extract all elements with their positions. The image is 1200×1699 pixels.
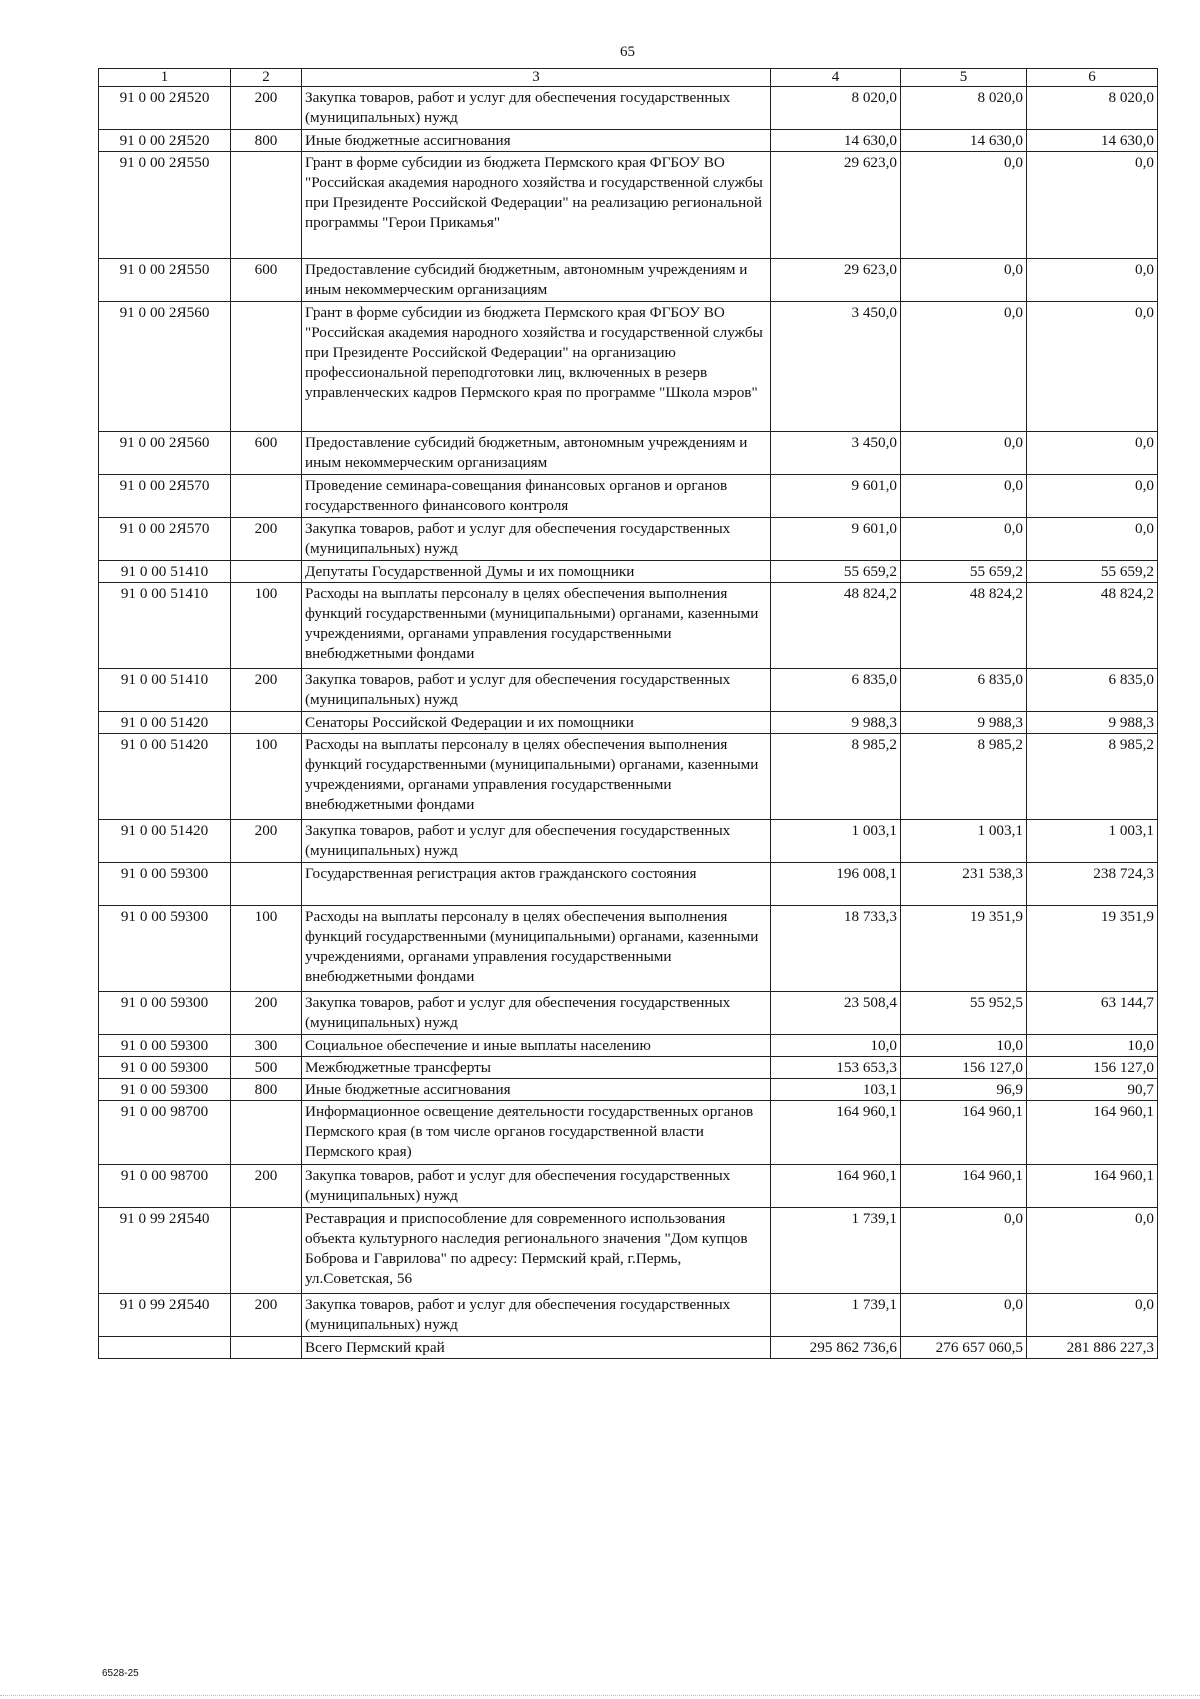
item-name: Закупка товаров, работ и услуг для обеспечения государственных (муниципальных) нужд — [302, 518, 771, 561]
expense-type: 200 — [231, 1294, 302, 1337]
expense-type: 200 — [231, 820, 302, 863]
expense-type — [231, 1337, 302, 1359]
amount-year-1: 55 659,2 — [771, 561, 901, 583]
header-col-1: 1 — [99, 69, 231, 87]
amount-year-1: 9 988,3 — [771, 712, 901, 734]
amount-year-3: 8 020,0 — [1027, 87, 1158, 130]
expense-type: 500 — [231, 1057, 302, 1079]
amount-year-2: 19 351,9 — [901, 906, 1027, 992]
item-name: Закупка товаров, работ и услуг для обеспечения государственных (муниципальных) нужд — [302, 87, 771, 130]
amount-year-2: 6 835,0 — [901, 669, 1027, 712]
target-code: 91 0 00 2Я560 — [99, 432, 231, 475]
target-code: 91 0 00 2Я550 — [99, 152, 231, 259]
table-row — [99, 1294, 1158, 1337]
table-row — [99, 863, 1158, 906]
item-name: Расходы на выплаты персоналу в целях обеспечения выполнения функций государственными (муниципальными) органами, казенными учреждениями, органами управления государственными внебюджетными фондами — [302, 906, 771, 992]
table-body — [99, 87, 1158, 1359]
amount-year-2: 8 020,0 — [901, 87, 1027, 130]
target-code: 91 0 00 2Я570 — [99, 518, 231, 561]
item-name: Расходы на выплаты персоналу в целях обеспечения выполнения функций государственными (муниципальными) органами, казенными учреждениями, органами управления государственными внебюджетными фондами — [302, 583, 771, 669]
amount-year-1: 29 623,0 — [771, 259, 901, 302]
amount-year-1: 164 960,1 — [771, 1101, 901, 1165]
item-name: Закупка товаров, работ и услуг для обеспечения государственных (муниципальных) нужд — [302, 1294, 771, 1337]
amount-year-2: 55 952,5 — [901, 992, 1027, 1035]
amount-year-1: 48 824,2 — [771, 583, 901, 669]
table-row — [99, 130, 1158, 152]
item-name: Иные бюджетные ассигнования — [302, 130, 771, 152]
table-row — [99, 1035, 1158, 1057]
page-number: 65 — [620, 44, 635, 60]
amount-year-1: 103,1 — [771, 1079, 901, 1101]
table-row — [99, 1208, 1158, 1294]
amount-year-1: 1 003,1 — [771, 820, 901, 863]
amount-year-2: 96,9 — [901, 1079, 1027, 1101]
item-name: Информационное освещение деятельности государственных органов Пермского края (в том числе органов государственной власти Пермского края) — [302, 1101, 771, 1165]
amount-year-3: 0,0 — [1027, 518, 1158, 561]
expense-type: 100 — [231, 583, 302, 669]
target-code: 91 0 00 59300 — [99, 1057, 231, 1079]
expense-type: 100 — [231, 906, 302, 992]
item-name: Реставрация и приспособление для современного использования объекта культурного наследия регионального значения "Дом купцов Боброва и Гаврилова" по адресу: Пермский край, г.Пермь, ул.Советская, 56 — [302, 1208, 771, 1294]
target-code: 91 0 00 51420 — [99, 820, 231, 863]
amount-year-3: 6 835,0 — [1027, 669, 1158, 712]
amount-year-2: 1 003,1 — [901, 820, 1027, 863]
expense-type — [231, 712, 302, 734]
item-name: Закупка товаров, работ и услуг для обеспечения государственных (муниципальных) нужд — [302, 1165, 771, 1208]
target-code: 91 0 00 98700 — [99, 1165, 231, 1208]
expense-type: 200 — [231, 518, 302, 561]
header-col-3: 3 — [302, 69, 771, 87]
total-year-3: 281 886 227,3 — [1027, 1337, 1158, 1359]
amount-year-1: 9 601,0 — [771, 475, 901, 518]
amount-year-3: 1 003,1 — [1027, 820, 1158, 863]
expense-type — [231, 475, 302, 518]
amount-year-2: 55 659,2 — [901, 561, 1027, 583]
expense-type — [231, 152, 302, 259]
expense-type: 200 — [231, 992, 302, 1035]
amount-year-3: 0,0 — [1027, 1294, 1158, 1337]
item-name: Закупка товаров, работ и услуг для обеспечения государственных (муниципальных) нужд — [302, 669, 771, 712]
amount-year-3: 0,0 — [1027, 259, 1158, 302]
amount-year-3: 9 988,3 — [1027, 712, 1158, 734]
target-code: 91 0 00 2Я520 — [99, 130, 231, 152]
amount-year-1: 14 630,0 — [771, 130, 901, 152]
table-row — [99, 475, 1158, 518]
amount-year-1: 29 623,0 — [771, 152, 901, 259]
expense-type — [231, 561, 302, 583]
amount-year-1: 153 653,3 — [771, 1057, 901, 1079]
expense-type — [231, 302, 302, 432]
amount-year-1: 6 835,0 — [771, 669, 901, 712]
amount-year-2: 0,0 — [901, 475, 1027, 518]
target-code: 91 0 00 51420 — [99, 734, 231, 820]
amount-year-1: 1 739,1 — [771, 1208, 901, 1294]
item-name: Грант в форме субсидии из бюджета Пермского края ФГБОУ ВО "Российская академия народного хозяйства и государственной службы при Президенте Российской Федерации" на организацию профессиональной переподготовки лиц, включенных в резерв управленческих кадров Пермского края по программе "Школа мэров" — [302, 302, 771, 432]
item-name: Расходы на выплаты персоналу в целях обеспечения выполнения функций государственными (муниципальными) органами, казенными учреждениями, органами управления государственными внебюджетными фондами — [302, 734, 771, 820]
table-row — [99, 259, 1158, 302]
amount-year-2: 0,0 — [901, 1294, 1027, 1337]
amount-year-2: 10,0 — [901, 1035, 1027, 1057]
item-name: Сенаторы Российской Федерации и их помощники — [302, 712, 771, 734]
table-row — [99, 583, 1158, 669]
target-code: 91 0 00 59300 — [99, 906, 231, 992]
expense-type: 200 — [231, 1165, 302, 1208]
total-year-2: 276 657 060,5 — [901, 1337, 1027, 1359]
target-code: 91 0 00 59300 — [99, 1035, 231, 1057]
amount-year-2: 231 538,3 — [901, 863, 1027, 906]
table-row — [99, 518, 1158, 561]
amount-year-3: 8 985,2 — [1027, 734, 1158, 820]
amount-year-1: 1 739,1 — [771, 1294, 901, 1337]
expense-type: 800 — [231, 1079, 302, 1101]
table-row — [99, 820, 1158, 863]
target-code: 91 0 00 98700 — [99, 1101, 231, 1165]
amount-year-2: 0,0 — [901, 1208, 1027, 1294]
header-col-6: 6 — [1027, 69, 1158, 87]
table-row — [99, 152, 1158, 259]
target-code: 91 0 00 51410 — [99, 669, 231, 712]
scan-edge-divider — [0, 1695, 1200, 1697]
amount-year-2: 0,0 — [901, 152, 1027, 259]
amount-year-1: 10,0 — [771, 1035, 901, 1057]
expense-type — [231, 1101, 302, 1165]
expense-type: 200 — [231, 669, 302, 712]
amount-year-3: 0,0 — [1027, 1208, 1158, 1294]
target-code: 91 0 00 59300 — [99, 863, 231, 906]
target-code: 91 0 00 51410 — [99, 583, 231, 669]
target-code: 91 0 00 2Я520 — [99, 87, 231, 130]
item-name: Предоставление субсидий бюджетным, автономным учреждениям и иным некоммерческим организациям — [302, 259, 771, 302]
table-row — [99, 712, 1158, 734]
expense-type: 600 — [231, 259, 302, 302]
table-header-row — [99, 69, 1158, 87]
header-col-4: 4 — [771, 69, 901, 87]
target-code — [99, 1337, 231, 1359]
amount-year-2: 164 960,1 — [901, 1101, 1027, 1165]
header-col-5: 5 — [901, 69, 1027, 87]
target-code: 91 0 99 2Я540 — [99, 1208, 231, 1294]
table-row — [99, 302, 1158, 432]
amount-year-2: 0,0 — [901, 432, 1027, 475]
amount-year-3: 164 960,1 — [1027, 1101, 1158, 1165]
total-year-1: 295 862 736,6 — [771, 1337, 901, 1359]
table-row — [99, 87, 1158, 130]
target-code: 91 0 00 2Я560 — [99, 302, 231, 432]
amount-year-1: 8 985,2 — [771, 734, 901, 820]
item-name: Закупка товаров, работ и услуг для обеспечения государственных (муниципальных) нужд — [302, 992, 771, 1035]
expense-type: 600 — [231, 432, 302, 475]
amount-year-2: 0,0 — [901, 302, 1027, 432]
amount-year-2: 0,0 — [901, 259, 1027, 302]
budget-table — [98, 68, 1158, 1359]
amount-year-1: 23 508,4 — [771, 992, 901, 1035]
amount-year-3: 0,0 — [1027, 152, 1158, 259]
amount-year-2: 0,0 — [901, 518, 1027, 561]
item-name: Социальное обеспечение и иные выплаты населению — [302, 1035, 771, 1057]
amount-year-1: 8 020,0 — [771, 87, 901, 130]
item-name: Предоставление субсидий бюджетным, автономным учреждениям и иным некоммерческим организациям — [302, 432, 771, 475]
amount-year-3: 0,0 — [1027, 475, 1158, 518]
table-row — [99, 432, 1158, 475]
item-name: Закупка товаров, работ и услуг для обеспечения государственных (муниципальных) нужд — [302, 820, 771, 863]
target-code: 91 0 00 59300 — [99, 992, 231, 1035]
expense-type — [231, 863, 302, 906]
amount-year-3: 164 960,1 — [1027, 1165, 1158, 1208]
amount-year-3: 63 144,7 — [1027, 992, 1158, 1035]
total-label: Всего Пермский край — [302, 1337, 771, 1359]
amount-year-1: 9 601,0 — [771, 518, 901, 561]
table-row-total — [99, 1337, 1158, 1359]
amount-year-3: 19 351,9 — [1027, 906, 1158, 992]
table-row — [99, 1101, 1158, 1165]
amount-year-1: 3 450,0 — [771, 432, 901, 475]
amount-year-3: 48 824,2 — [1027, 583, 1158, 669]
item-name: Иные бюджетные ассигнования — [302, 1079, 771, 1101]
table-row — [99, 669, 1158, 712]
item-name: Грант в форме субсидии из бюджета Пермского края ФГБОУ ВО "Российская академия народного хозяйства и государственной службы при Президенте Российской Федерации" на реализацию региональной программы "Герои Прикамья" — [302, 152, 771, 259]
expense-type: 300 — [231, 1035, 302, 1057]
target-code: 91 0 00 2Я550 — [99, 259, 231, 302]
table-row — [99, 734, 1158, 820]
table-row — [99, 1165, 1158, 1208]
amount-year-2: 8 985,2 — [901, 734, 1027, 820]
amount-year-3: 0,0 — [1027, 432, 1158, 475]
expense-type — [231, 1208, 302, 1294]
expense-type: 100 — [231, 734, 302, 820]
amount-year-2: 156 127,0 — [901, 1057, 1027, 1079]
amount-year-3: 0,0 — [1027, 302, 1158, 432]
target-code: 91 0 99 2Я540 — [99, 1294, 231, 1337]
amount-year-2: 9 988,3 — [901, 712, 1027, 734]
expense-type: 800 — [231, 130, 302, 152]
amount-year-1: 196 008,1 — [771, 863, 901, 906]
amount-year-1: 164 960,1 — [771, 1165, 901, 1208]
target-code: 91 0 00 59300 — [99, 1079, 231, 1101]
item-name: Проведение семинара-совещания финансовых органов и органов государственного финансового контроля — [302, 475, 771, 518]
item-name: Депутаты Государственной Думы и их помощники — [302, 561, 771, 583]
table-row — [99, 1079, 1158, 1101]
amount-year-2: 48 824,2 — [901, 583, 1027, 669]
expense-type: 200 — [231, 87, 302, 130]
table-row — [99, 561, 1158, 583]
target-code: 91 0 00 51410 — [99, 561, 231, 583]
amount-year-2: 14 630,0 — [901, 130, 1027, 152]
amount-year-3: 90,7 — [1027, 1079, 1158, 1101]
amount-year-1: 18 733,3 — [771, 906, 901, 992]
target-code: 91 0 00 51420 — [99, 712, 231, 734]
table-row — [99, 992, 1158, 1035]
amount-year-3: 156 127,0 — [1027, 1057, 1158, 1079]
amount-year-3: 238 724,3 — [1027, 863, 1158, 906]
target-code: 91 0 00 2Я570 — [99, 475, 231, 518]
amount-year-3: 10,0 — [1027, 1035, 1158, 1057]
amount-year-3: 14 630,0 — [1027, 130, 1158, 152]
table-row — [99, 906, 1158, 992]
amount-year-2: 164 960,1 — [901, 1165, 1027, 1208]
amount-year-1: 3 450,0 — [771, 302, 901, 432]
document-code: 6528-25 — [102, 1668, 139, 1679]
header-col-2: 2 — [231, 69, 302, 87]
item-name: Государственная регистрация актов гражданского состояния — [302, 863, 771, 906]
table-row — [99, 1057, 1158, 1079]
amount-year-3: 55 659,2 — [1027, 561, 1158, 583]
item-name: Межбюджетные трансферты — [302, 1057, 771, 1079]
